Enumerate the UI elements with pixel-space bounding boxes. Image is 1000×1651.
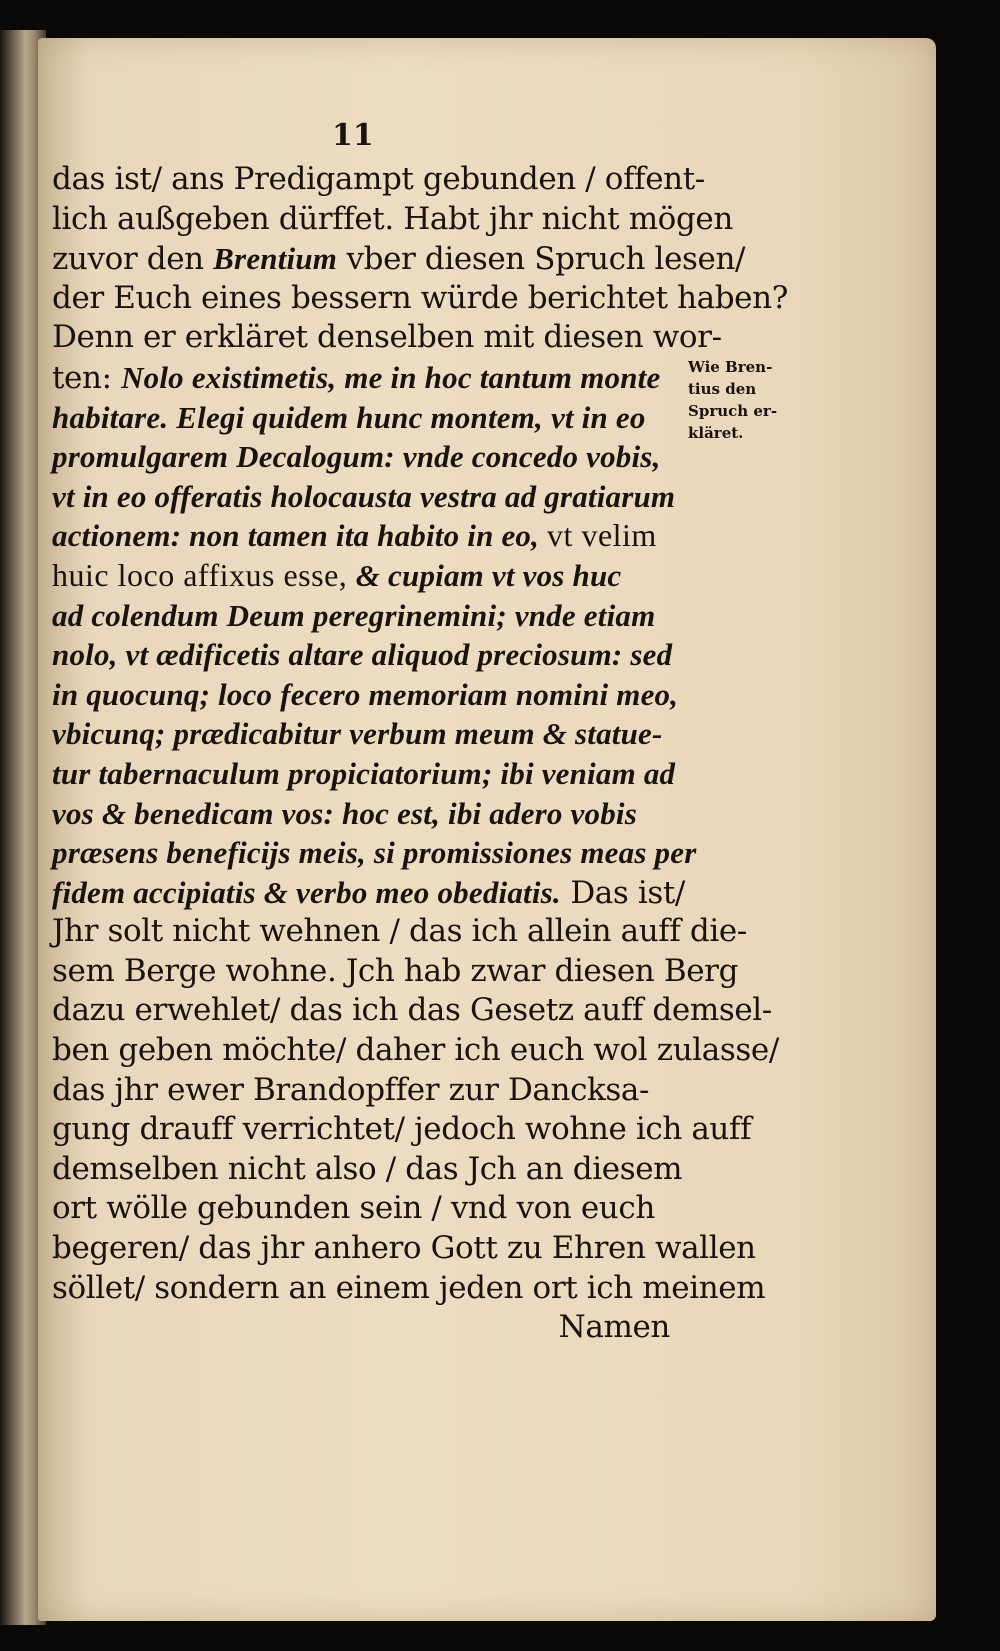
latin-text-segment: & cupiam vt vos huc (355, 557, 622, 593)
text-line (52, 596, 692, 636)
text-line (52, 358, 692, 398)
text-line (52, 1071, 692, 1111)
text-line (52, 1031, 779, 1071)
fraktur-text-segment: zuvor den (52, 241, 214, 278)
fraktur-text-segment: demselben nicht also / das Jch an diesem (52, 1150, 683, 1187)
text-line (52, 833, 697, 873)
latin-text-segment: præsens beneficijs meis, si promissiones meas per (52, 835, 697, 871)
text-line (52, 991, 772, 1031)
text-line (52, 754, 692, 794)
fraktur-text-segment: vber diesen Spruch lesen/ (337, 241, 746, 278)
latin-text-segment: Nolo existimetis, me in hoc tantum monte (121, 359, 661, 395)
text-line (52, 1229, 756, 1269)
latin-text-segment: vos & benedicam vos: hoc est, ibi adero vobis (52, 795, 637, 831)
latin-text-segment: nolo, vt ædificetis altare aliquod preciosum: sed (52, 637, 673, 673)
text-line (52, 952, 739, 992)
roman-text-segment: huic loco affixus esse, (52, 556, 356, 593)
text-line (52, 318, 722, 358)
fraktur-text-segment: dazu erwehlet/ das ich das Gesetz auff demsel- (52, 992, 772, 1029)
latin-text-segment: fidem accipiatis & verbo meo obediatis. (52, 874, 561, 910)
fraktur-text-segment: ben geben möchte/ daher ich euch wol zulasse/ (52, 1032, 779, 1069)
latin-text-segment: habitare. Elegi quidem hunc montem, vt in eo (52, 399, 646, 435)
text-line (52, 516, 692, 556)
fraktur-text-segment: Jhr solt nicht wehnen / das ich allein auff die- (52, 913, 747, 950)
latin-text-segment: promulgarem Decalogum: vnde concedo vobis, (52, 439, 661, 475)
fraktur-text-segment: gung drauff verrichtet/ jedoch wohne ich auff (52, 1111, 752, 1148)
fraktur-text-segment: sem Berge wohne. Jch hab zwar diesen Berg (52, 952, 739, 989)
marginal-note-line: Wie Bren- (688, 358, 773, 376)
text-line (52, 398, 692, 438)
text-line (52, 873, 692, 913)
text-line (52, 1110, 752, 1150)
text-line (52, 279, 788, 319)
latin-text-segment: actionem: non tamen ita habito in eo, (52, 518, 548, 554)
text-line (52, 912, 747, 952)
text-line (52, 1189, 692, 1229)
roman-text-segment: vt velim (547, 517, 657, 554)
latin-text-segment: Brentium (213, 241, 338, 277)
latin-text-segment: vbicunq; prædicabitur verbum meum & statue- (52, 716, 663, 752)
text-line (52, 1269, 766, 1309)
text-line (52, 239, 746, 279)
text-line (52, 1150, 692, 1190)
fraktur-text-segment: das jhr ewer Brandopffer zur Dancksa- (52, 1071, 650, 1108)
catchword: Namen (558, 1309, 670, 1346)
fraktur-text-segment: ort wölle gebunden sein / vnd von euch (52, 1190, 655, 1227)
text-line (52, 160, 705, 200)
page-number: 11 (332, 118, 374, 153)
latin-text-segment: tur tabernaculum propiciatorium; ibi veniam ad (52, 755, 676, 791)
fraktur-text-segment: söllet/ sondern an einem jeden ort ich meinem (52, 1269, 766, 1306)
text-line (52, 635, 692, 675)
text-line (52, 437, 692, 477)
text-line (52, 477, 692, 517)
text-line (52, 200, 733, 240)
fraktur-text-segment: begeren/ das jhr anhero Gott zu Ehren wallen (52, 1230, 756, 1267)
fraktur-text-segment: ten: (52, 359, 122, 396)
fraktur-text-segment: Denn er erkläret denselben mit diesen wor- (52, 319, 722, 356)
marginal-note-line: tius den (688, 380, 757, 398)
fraktur-text-segment: das ist/ ans Predigampt gebunden / offent- (52, 161, 705, 197)
latin-text-segment: ad colendum Deum peregrinemini; vnde etiam (52, 597, 656, 633)
marginal-note-line: kläret. (688, 424, 744, 442)
text-line (52, 714, 692, 754)
latin-text-segment: vt in eo offeratis holocausta vestra ad gratiarum (52, 478, 676, 514)
latin-text-segment: in quocunq; loco fecero memoriam nomini meo, (52, 676, 679, 712)
fraktur-text-segment: Das ist/ (560, 874, 685, 911)
fraktur-text-segment: lich außgeben dürffet. Habt jhr nicht mögen (52, 200, 733, 237)
marginal-note (688, 356, 818, 444)
text-line (52, 794, 692, 834)
text-line (52, 675, 692, 715)
fraktur-text-segment: der Euch eines bessern würde berichtet haben? (52, 279, 788, 316)
marginal-note-line: Spruch er- (688, 402, 778, 420)
text-line (52, 556, 692, 596)
